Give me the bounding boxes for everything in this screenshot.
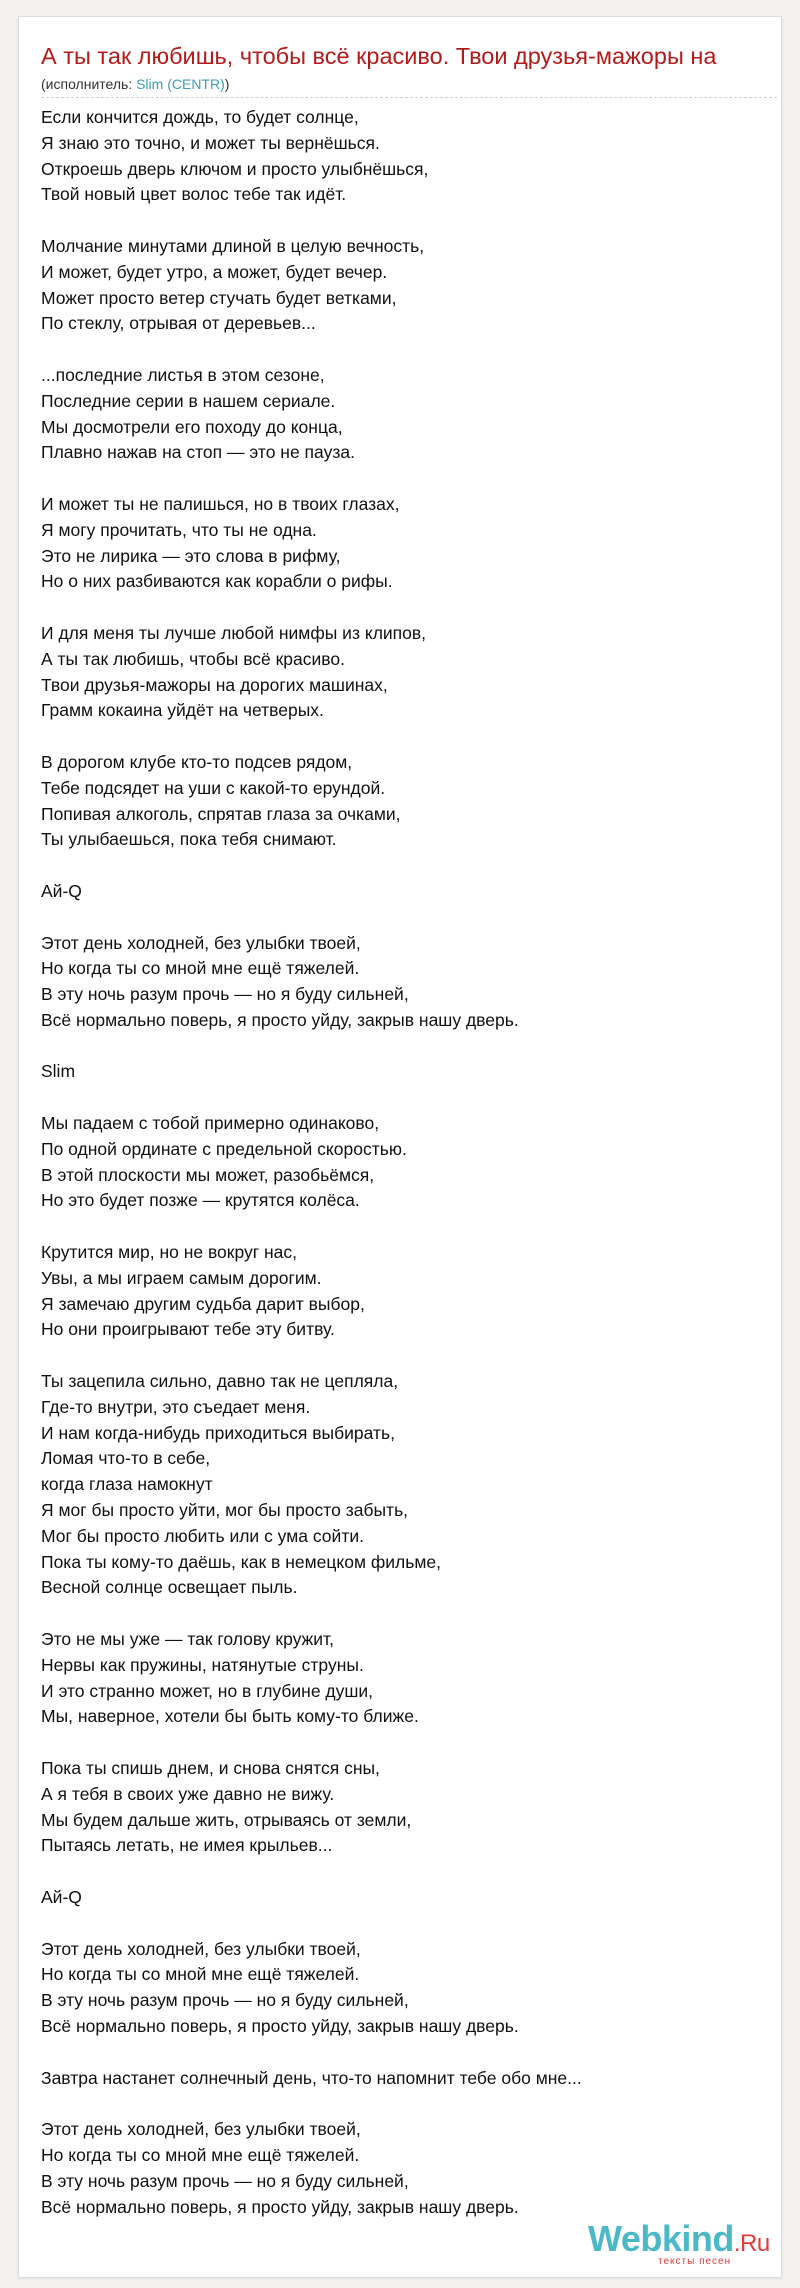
lyrics-stanza xyxy=(41,750,761,853)
title-divider xyxy=(41,97,777,98)
lyrics-line: Откроешь дверь ключом и просто улыбнёшься, xyxy=(41,158,429,179)
performer-prefix: (исполнитель: xyxy=(41,76,137,92)
lyrics-stanza xyxy=(41,1937,761,2040)
lyrics-line: И может ты не палишься, но в твоих глазах, xyxy=(41,493,400,514)
lyrics-line: Пока ты кому-то даёшь, как в немецком фильме, xyxy=(41,1551,442,1572)
lyrics-stanza xyxy=(41,1059,761,1085)
lyrics-line: Ай-Q xyxy=(41,1886,82,1907)
lyrics-line: Последние серии в нашем сериале. xyxy=(41,390,336,411)
lyrics-line: И может, будет утро, а может, будет вечер. xyxy=(41,261,388,282)
lyrics-stanza xyxy=(41,1885,761,1911)
lyrics-line: Slim xyxy=(41,1061,76,1082)
lyrics-line: Этот день холодней, без улыбки твоей, xyxy=(41,932,361,953)
lyrics-line: И нам когда-нибудь приходиться выбирать, xyxy=(41,1422,395,1443)
lyrics-line: В эту ночь разум прочь — но я буду сильней, xyxy=(41,1990,409,2011)
lyrics-line: Весной солнце освещает пыль. xyxy=(41,1577,298,1598)
lyrics-line: Я замечаю другим судьба дарит выбор, xyxy=(41,1293,365,1314)
lyrics-line: Увы, а мы играем самым дорогим. xyxy=(41,1267,322,1288)
lyrics-line: Я мог бы просто уйти, мог бы просто забыть, xyxy=(41,1500,409,1521)
lyrics-stanza xyxy=(41,1111,761,1214)
lyrics-line: Но это будет позже — крутятся колёса. xyxy=(41,1190,360,1211)
lyrics-line: Завтра настанет солнечный день, что-то напомнит тебе обо мне... xyxy=(41,2067,582,2088)
lyrics-line: В дорогом клубе кто-то подсев рядом, xyxy=(41,751,353,772)
lyrics-line: Твой новый цвет волос тебе так идёт. xyxy=(41,184,347,205)
lyrics-body xyxy=(41,105,761,2246)
lyrics-line: Ай-Q xyxy=(41,880,82,901)
lyrics-line: Я могу прочитать, что ты не одна. xyxy=(41,519,317,540)
lyrics-line: Всё нормально поверь, я просто уйду, закрыв нашу дверь. xyxy=(41,2196,519,2217)
lyrics-stanza xyxy=(41,621,761,724)
lyrics-line: Этот день холодней, без улыбки твоей, xyxy=(41,1938,361,1959)
lyrics-line: И это странно может, но в глубине души, xyxy=(41,1680,374,1701)
lyrics-line: В эту ночь разум прочь — но я буду сильней, xyxy=(41,984,409,1005)
lyrics-line: И для меня ты лучше любой нимфы из клипов, xyxy=(41,622,427,643)
lyrics-line: Но когда ты со мной мне ещё тяжелей. xyxy=(41,958,360,979)
performer-link[interactable]: Slim (CENTR) xyxy=(136,76,225,92)
page-title: А ты так любишь, чтобы всё красиво. Твои друзья-мажоры на xyxy=(41,43,717,69)
logo-main-text: Webkind xyxy=(588,2218,734,2259)
lyrics-line: Ты зацепила сильно, давно так не цепляла, xyxy=(41,1371,399,1392)
lyrics-line: Пытаясь летать, не имея крыльев... xyxy=(41,1835,333,1856)
lyrics-line: По одной ординате с предельной скоростью. xyxy=(41,1138,407,1159)
lyrics-line: ...последние листья в этом сезоне, xyxy=(41,364,325,385)
lyrics-line: Всё нормально поверь, я просто уйду, закрыв нашу дверь. xyxy=(41,2015,519,2036)
lyrics-line: Грамм кокаина уйдёт на четверых. xyxy=(41,700,324,721)
lyrics-stanza xyxy=(41,1756,761,1859)
lyrics-line: Молчание минутами длиной в целую вечность, xyxy=(41,235,425,256)
lyrics-line: Нервы как пружины, натянутые струны. xyxy=(41,1654,364,1675)
lyrics-line: Это не мы уже — так голову кружит, xyxy=(41,1629,334,1650)
lyrics-line: Этот день холодней, без улыбки твоей, xyxy=(41,2119,361,2140)
lyrics-line: Ломая что-то в себе, xyxy=(41,1448,211,1469)
lyrics-line: Попивая алкоголь, спрятав глаза за очками, xyxy=(41,803,401,824)
lyrics-line: Но они проигрывают тебе эту битву. xyxy=(41,1319,335,1340)
lyrics-stanza xyxy=(41,879,761,905)
lyrics-stanza xyxy=(41,105,761,208)
lyrics-line: Где-то внутри, это съедает меня. xyxy=(41,1396,311,1417)
lyrics-stanza xyxy=(41,492,761,595)
lyrics-stanza xyxy=(41,363,761,466)
logo-tld-text: .Ru xyxy=(733,2230,770,2257)
lyrics-line: Крутится мир, но не вокруг нас, xyxy=(41,1242,297,1263)
lyrics-stanza xyxy=(41,1627,761,1730)
lyrics-stanza xyxy=(41,234,761,337)
lyrics-line: А я тебя в своих уже давно не вижу. xyxy=(41,1783,335,1804)
lyrics-line: А ты так любишь, чтобы всё красиво. xyxy=(41,648,345,669)
lyrics-line: Но когда ты со мной мне ещё тяжелей. xyxy=(41,1964,360,1985)
lyrics-line: Ты улыбаешься, пока тебя снимают. xyxy=(41,829,337,850)
lyrics-card xyxy=(18,16,782,2278)
lyrics-stanza xyxy=(41,2066,761,2092)
lyrics-line: Мы, наверное, хотели бы быть кому-то ближе. xyxy=(41,1706,419,1727)
lyrics-line: Я знаю это точно, и может ты вернёшься. xyxy=(41,132,380,153)
lyrics-line: когда глаза намокнут xyxy=(41,1474,213,1495)
lyrics-line: Пока ты спишь днем, и снова снятся сны, xyxy=(41,1758,380,1778)
lyrics-stanza xyxy=(41,1240,761,1343)
lyrics-line: Мы будем дальше жить, отрываясь от земли, xyxy=(41,1809,412,1830)
lyrics-stanza xyxy=(41,2117,761,2220)
lyrics-line: Если кончится дождь, то будет солнце, xyxy=(41,107,359,127)
lyrics-line: Мы падаем с тобой примерно одинаково, xyxy=(41,1113,380,1134)
performer-line xyxy=(41,75,229,93)
logo-subtitle: тексты песен xyxy=(658,2256,732,2267)
lyrics-line: Плавно нажав на стоп — это не пауза. xyxy=(41,442,355,463)
lyrics-line: Мы досмотрели его походу до конца, xyxy=(41,416,343,437)
lyrics-line: Всё нормально поверь, я просто уйду, закрыв нашу дверь. xyxy=(41,1009,519,1030)
lyrics-stanza xyxy=(41,1369,761,1601)
lyrics-line: По стеклу, отрывая от деревьев... xyxy=(41,313,316,334)
lyrics-line: Может просто ветер стучать будет ветками, xyxy=(41,287,397,308)
webkind-logo[interactable] xyxy=(580,2218,780,2278)
lyrics-line: В эту ночь разум прочь — но я буду сильней, xyxy=(41,2170,409,2191)
lyrics-line: Твои друзья-мажоры на дорогих машинах, xyxy=(41,674,388,695)
lyrics-stanza xyxy=(41,931,761,1034)
lyrics-line: Мог бы просто любить или с ума сойти. xyxy=(41,1525,364,1546)
lyrics-line: Тебе подсядет на уши с какой-то ерундой. xyxy=(41,777,386,798)
logo-wordmark xyxy=(588,2218,770,2260)
lyrics-line: Это не лирика — это слова в рифму, xyxy=(41,545,341,566)
performer-suffix: ) xyxy=(224,76,230,92)
lyrics-line: Но когда ты со мной мне ещё тяжелей. xyxy=(41,2144,360,2165)
lyrics-line: Но о них разбиваются как корабли о рифы. xyxy=(41,571,393,592)
lyrics-line: В этой плоскости мы может, разобьёмся, xyxy=(41,1164,375,1185)
